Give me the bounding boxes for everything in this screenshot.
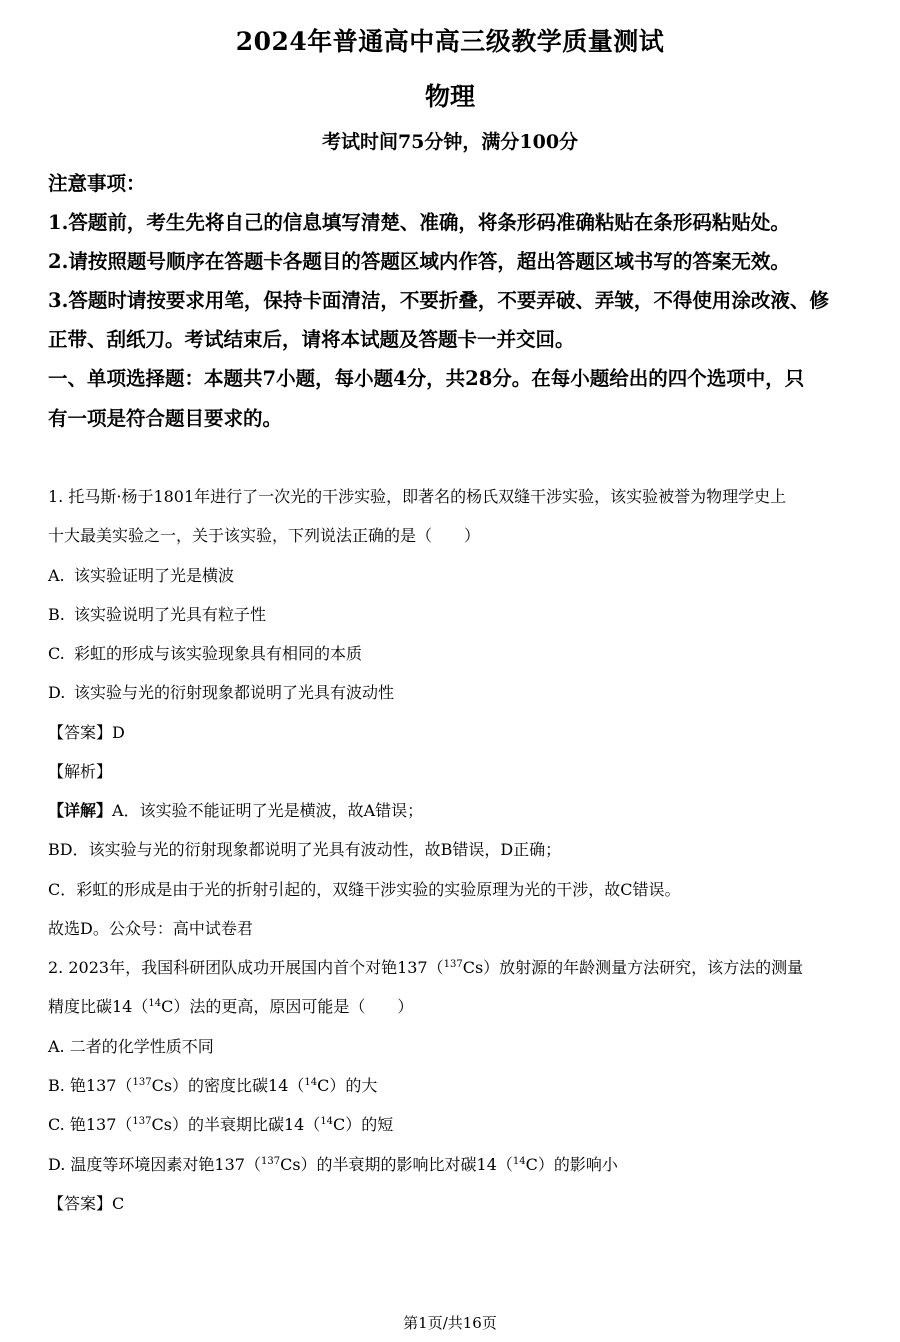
mass-number: 137 <box>260 1156 281 1167</box>
q1-stem-line2: 十大最美实验之一，关于该实验，下列说法正确的是（ ） <box>48 526 481 545</box>
mass-number: 14 <box>304 1077 318 1088</box>
q1-detail-c: C．彩虹的形成是由于光的折射引起的，双缝干涉实验的实验原理为光的干涉，故C错误。 <box>48 880 681 899</box>
note-item-3-line1: 3.答题时请按要求用笔，保持卡面清洁，不要折叠，不要弄破、弄皱，不得使用涂改液、修 <box>48 289 829 312</box>
section1-heading-line2: 有一项是符合题目要求的。 <box>48 407 283 430</box>
q2-option-a: A. 二者的化学性质不同 <box>48 1037 214 1056</box>
text-segment: 2. 2023年，我国科研团队成功开展国内首个对铯137（ <box>48 958 444 977</box>
q1-answer: 【答案】D <box>48 723 125 742</box>
option-letter: C. <box>48 644 65 663</box>
mass-number: 137 <box>132 1116 152 1127</box>
text-segment: C. 铯137（ <box>48 1115 133 1134</box>
q2-stem-line1 <box>48 955 803 978</box>
q1-option-a <box>48 563 234 586</box>
mass-number: 14 <box>512 1156 526 1167</box>
option-letter: A. <box>48 566 65 585</box>
detail-text: A．该实验不能证明了光是横波，故A错误； <box>112 801 424 820</box>
text-segment: Cs）的半衰期的影响比对碳14（ <box>280 1155 513 1174</box>
text-segment: B. 铯137（ <box>48 1076 133 1095</box>
exam-time-info: 考试时间75分钟，满分100分 <box>321 131 579 153</box>
text-segment: C）的影响小 <box>525 1155 618 1174</box>
option-letter: B. <box>48 605 65 624</box>
mass-number: 14 <box>320 1116 334 1127</box>
note-item-2: 2.请按照题号顺序在答题卡各题目的答题区域内作答，超出答题区域书写的答案无效。 <box>48 250 790 273</box>
exam-title: 2024年普通高中高三级教学质量测试 <box>235 27 665 56</box>
detail-label: 【详解】 <box>48 801 113 820</box>
page-footer: 第1页/共16页 <box>403 1314 497 1332</box>
option-text: 该实验与光的衍射现象都说明了光具有波动性 <box>74 683 395 702</box>
option-text: 该实验证明了光是横波 <box>74 566 235 585</box>
mass-number: 14 <box>148 998 162 1009</box>
note-item-3-line2: 正带、刮纸刀。考试结束后，请将本试题及答题卡一并交回。 <box>48 328 575 351</box>
q2-option-d <box>48 1152 618 1175</box>
option-text: 该实验说明了光具有粒子性 <box>74 605 267 624</box>
text-segment: Cs）放射源的年龄测量方法研究，该方法的测量 <box>462 958 804 977</box>
option-letter: D. <box>48 683 66 702</box>
text-segment: Cs）的半衰期比碳14（ <box>151 1115 321 1134</box>
text-segment: C）的短 <box>333 1115 394 1134</box>
q2-answer: 【答案】C <box>48 1194 125 1213</box>
q1-conclusion: 故选D。公众号：高中试卷君 <box>48 919 253 938</box>
q1-option-b <box>48 602 266 625</box>
q1-detail-a <box>48 798 423 821</box>
notes-heading: 注意事项： <box>48 172 146 195</box>
text-segment: C）法的更高，原因可能是（ ） <box>161 997 414 1016</box>
q2-option-c <box>48 1112 393 1135</box>
q1-detail-bd: BD．该实验与光的衍射现象都说明了光具有波动性，故B错误，D正确； <box>48 840 562 859</box>
option-text: 彩虹的形成与该实验现象具有相同的本质 <box>74 644 363 663</box>
mass-number: 137 <box>443 959 463 970</box>
section1-heading-line1: 一、单项选择题：本题共7小题，每小题4分，共28分。在每小题给出的四个选项中，只 <box>48 367 805 390</box>
q2-stem-line2 <box>48 994 413 1017</box>
q1-analysis-heading: 【解析】 <box>48 762 113 781</box>
subject-title: 物理 <box>424 82 475 111</box>
text-segment: Cs）的密度比碳14（ <box>151 1076 305 1095</box>
text-segment: 精度比碳14（ <box>48 997 149 1016</box>
note-item-1: 1.答题前，考生先将自己的信息填写清楚、准确，将条形码准确粘贴在条形码粘贴处。 <box>48 211 790 234</box>
text-segment: D. 温度等环境因素对铯137（ <box>48 1155 261 1174</box>
mass-number: 137 <box>132 1077 152 1088</box>
q2-option-b <box>48 1073 377 1096</box>
q1-option-d <box>48 680 394 703</box>
text-segment: C）的大 <box>317 1076 378 1095</box>
q1-stem-line1: 1. 托马斯·杨于1801年进行了一次光的干涉实验，即著名的杨氏双缝干涉实验，该实验被誉为物理学史上 <box>48 487 787 506</box>
q1-option-c <box>48 641 362 664</box>
